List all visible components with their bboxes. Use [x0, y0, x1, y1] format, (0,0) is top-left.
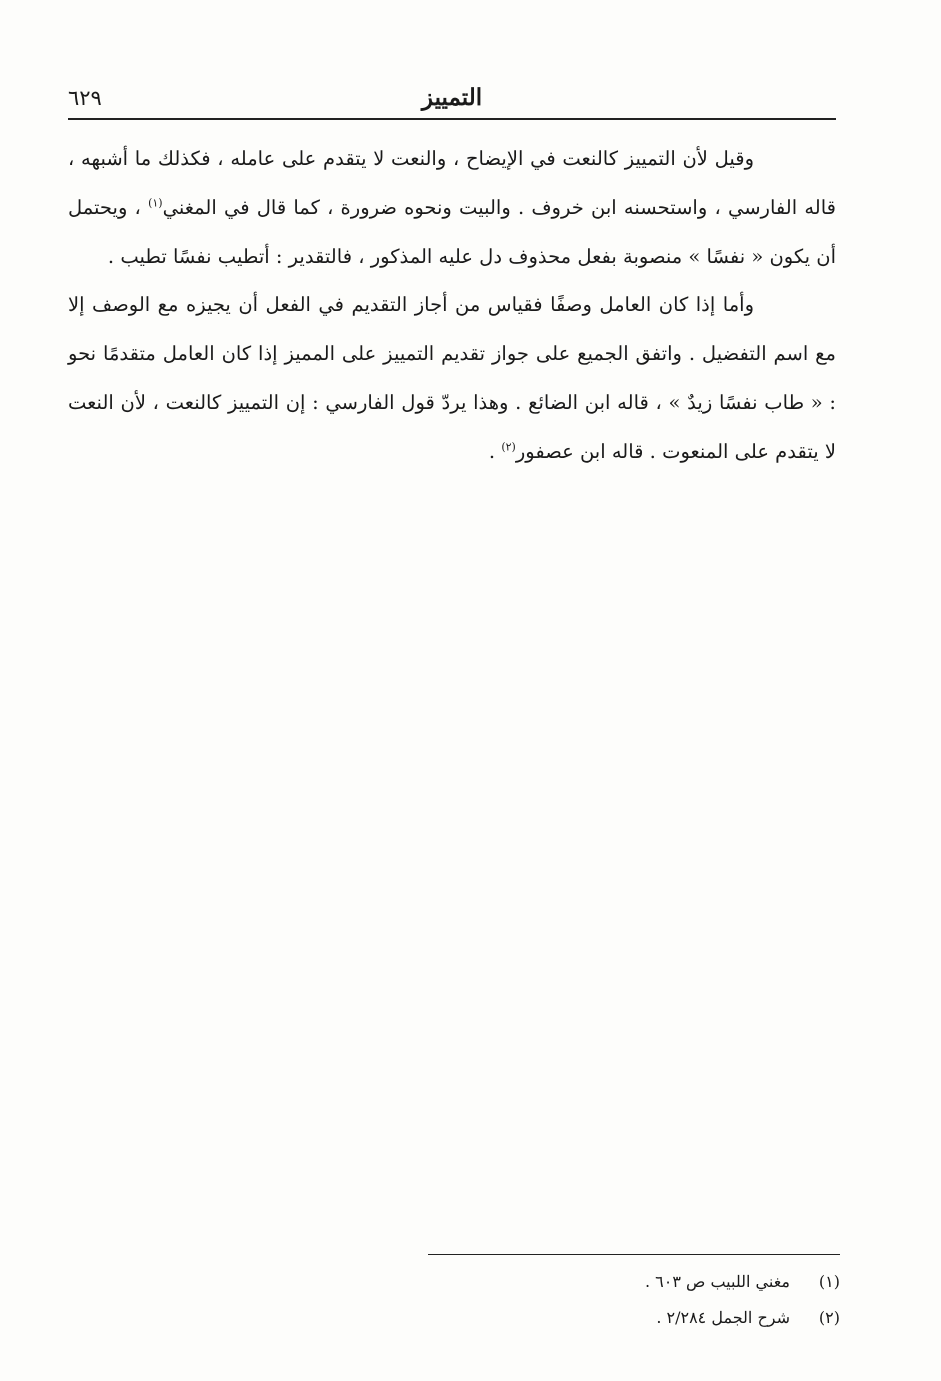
- footnote-reference: (١): [148, 196, 163, 210]
- main-text: [68, 135, 836, 477]
- footnote: [428, 1264, 840, 1300]
- footnote-marker: (١): [818, 1272, 840, 1291]
- footnote-reference: (٢): [501, 440, 516, 454]
- footnote: [428, 1300, 840, 1336]
- footnotes: [428, 1264, 840, 1336]
- paragraph-text: ، ويحتمل أن يكون « نفسًا » منصوبة بفعل محذوف دل عليه المذكور ، فالتقدير : أتطيب نفسًا تطيب .: [68, 195, 836, 268]
- footnote-text: مغني اللبيب ص ٦٠٣ .: [645, 1272, 790, 1291]
- page-header: [68, 84, 836, 120]
- paragraph-text: وأما إذا كان العامل وصفًا فقياس من أجاز التقديم في الفعل أن يجيزه مع الوصف إلا مع اسم التفضيل . واتفق الجميع على جواز تقديم التمييز على المميز إذا كان العامل متقدمًا نحو : « طاب نفسًا زيدٌ » ، قاله ابن الضائع . وهذا يردّ قول الفارسي : إن التمييز كالنعت ، لأن النعت لا يتقدم على المنعوت . قاله ابن عصفور: [68, 293, 836, 463]
- running-title: التمييز: [421, 84, 483, 111]
- footnote-text: شرح الجمل ٢/٢٨٤ .: [656, 1308, 790, 1327]
- paragraph: [68, 281, 836, 476]
- footnote-separator: [428, 1254, 840, 1255]
- page-number: ٦٢٩: [68, 86, 102, 110]
- paragraph: [68, 135, 836, 281]
- paragraph-text: وقيل لأن التمييز كالنعت في الإيضاح ، والنعت لا يتقدم على عامله ، فكذلك ما أشبهه ، قاله الفارسي ، واستحسنه ابن خروف . والبيت ونحوه ضرورة ، كما قال في المغني: [68, 147, 836, 219]
- paragraph-text: .: [488, 439, 502, 463]
- footnote-marker: (٢): [818, 1308, 840, 1327]
